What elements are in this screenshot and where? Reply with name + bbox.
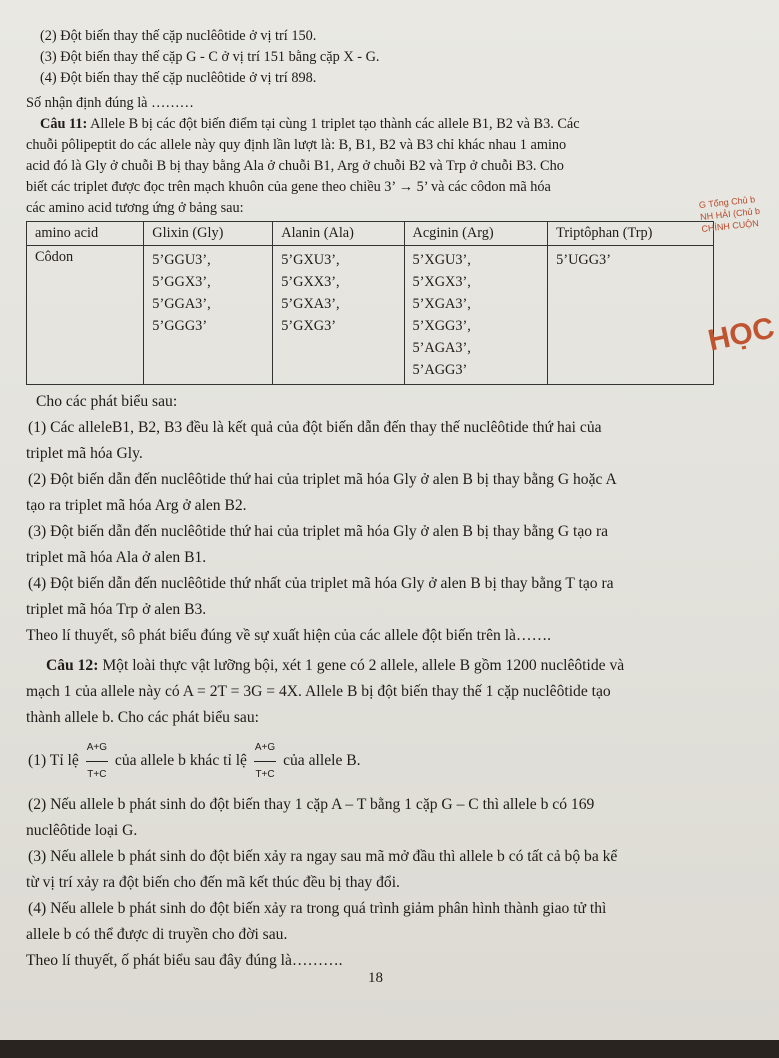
arg-codon: 5’AGG3’ — [412, 362, 468, 378]
gly-codon: 5’GGG3’ — [152, 318, 208, 334]
q12-statement-4: (4) Nếu allele b phát sinh do đột biến xảy ra trong quá trình giảm phân hình thành giao tử thì — [28, 900, 607, 917]
q12-statement-3: (3) Nếu allele b phát sinh do đột biến xảy ra ngay sau mã mở đầu thì allele b có tất cả bộ ba kể — [28, 848, 618, 865]
fraction-ag-tc — [254, 735, 276, 788]
q12-s1-b: của allele b khác tỉ lệ — [114, 752, 247, 770]
q11-intro-4: biết các triplet được đọc trên mạch khuôn của gene theo chiều 3’ → 5’ và các côdon mã hóa — [26, 179, 551, 195]
top-item-2: (2) Đột biến thay thế cặp nuclêôtide ở vị trí 150. — [40, 28, 317, 44]
q12-statement-1 — [26, 735, 731, 788]
arg-codon: 5’XGX3’, — [412, 274, 471, 290]
q11-statement-1-cont: triplet mã hóa Gly. — [26, 445, 143, 462]
arg-codons — [404, 246, 548, 385]
arg-codon: 5’XGU3’, — [412, 252, 471, 268]
fraction-numerator: A+G — [254, 735, 276, 762]
q11-intro-5: các amino acid tương ứng ở bảng sau: — [26, 200, 244, 216]
header-arg: Acginin (Arg) — [404, 222, 548, 246]
ala-codon: 5’GXU3’, — [281, 252, 340, 268]
q12-conclusion: Theo lí thuyết, ố phát biểu sau đây đúng là………. — [26, 952, 343, 969]
top-count: Số nhận định đúng là ……… — [26, 95, 194, 111]
margin-stamp-hoc: HỌC — [705, 311, 778, 358]
gly-codons — [144, 246, 273, 385]
q11-statement-1: (1) Các alleleB1, B2, B3 đều là kết quả của đột biến dẫn đến thay thế nuclêôtide thứ hai của — [28, 419, 602, 436]
q11-intro-1: Allele B bị các đột biến điểm tại cùng 1 triplet tạo thành các allele B1, B2 và B3. Các — [87, 116, 580, 132]
ala-codon: 5’GXG3’ — [281, 318, 337, 334]
q11-conclusion: Theo lí thuyết, sô phát biểu đúng về sự xuất hiện của các allele đột biến trên là……. — [26, 627, 552, 644]
header-ala: Alanin (Ala) — [273, 222, 404, 246]
codon-table-header — [27, 222, 714, 246]
arg-codon: 5’AGA3’, — [412, 340, 471, 356]
q12-statement-3-cont: từ vị trí xảy ra đột biến cho đến mã kết thúc đều bị thay đổi. — [26, 874, 400, 891]
q12-line-1 — [26, 653, 731, 679]
fraction-denominator: T+C — [87, 769, 107, 780]
header-gly: Glixin (Gly) — [144, 222, 273, 246]
q12-label: Câu 12: — [46, 657, 99, 674]
q11-intro-2: chuỗi pôlipeptit do các allele này quy định lần lượt là: B, B1, B2 và B3 chỉ khác nhau 1 amino — [26, 137, 567, 153]
ala-codon: 5’GXX3’, — [281, 274, 340, 290]
ala-codon: 5’GXA3’, — [281, 296, 340, 312]
q11-statement-4: (4) Đột biến dẫn đến nuclêôtide thứ nhất của triplet mã hóa Gly ở alen B bị thay bằng T tạo ra — [28, 575, 614, 592]
q11-statement-2-cont: tạo ra triplet mã hóa Arg ở alen B2. — [26, 497, 247, 514]
q11-statement-2: (2) Đột biến dẫn đến nuclêôtide thứ hai của triplet mã hóa Gly ở alen B bị thay bằng G hoặc A — [28, 471, 617, 488]
ala-codons — [273, 246, 404, 385]
header-trp: Triptôphan (Trp) — [548, 222, 714, 246]
q11-line-1 — [26, 114, 731, 135]
q12-statement-4-cont: allele b có thể được di truyền cho đời sau. — [26, 926, 288, 943]
codon-table-row — [27, 246, 714, 385]
gly-codon: 5’GGU3’, — [152, 252, 211, 268]
q12-statement-2: (2) Nếu allele b phát sinh do đột biến thay 1 cặp A – T bằng 1 cặp G – C thì allele b có 169 — [28, 796, 595, 813]
q11-intro-3: acid đó là Gly ở chuỗi B bị thay bằng Ala ở chuỗi B1, Arg ở chuỗi B2 và Trp ở chuỗi B3. Cho — [26, 158, 564, 174]
q12-text-1: Một loài thực vật lưỡng bội, xét 1 gene có 2 allele, allele B gồm 1200 nuclêôtide và — [98, 657, 625, 674]
top-item-4: (4) Đột biến thay thế cặp nuclêôtide ở vị trí 898. — [40, 70, 317, 86]
q11-statement-3: (3) Đột biến dẫn đến nuclêôtide thứ hai của triplet mã hóa Gly ở alen B bị thay bằng G tạo ra — [28, 523, 609, 540]
codon-table — [26, 221, 714, 385]
header-amino-acid: amino acid — [27, 222, 144, 246]
margin-stamp-line: CHÍNH CUỘN — [700, 218, 760, 235]
q12-s1-c: của allele B. — [283, 752, 361, 770]
page-number: 18 — [368, 970, 383, 986]
q12-s1-a: (1) Tỉ lệ — [28, 752, 79, 770]
q11-statement-3-cont: triplet mã hóa Ala ở alen B1. — [26, 549, 207, 566]
gly-codon: 5’GGA3’, — [152, 296, 211, 312]
q11-statement-4-cont: triplet mã hóa Trp ở alen B3. — [26, 601, 207, 618]
margin-stamp-text — [698, 191, 779, 235]
fraction-ag-tc — [86, 735, 108, 788]
margin-stamp-line: G Tổng Chủ b — [698, 194, 756, 211]
q11-statements-intro: Cho các phát biểu sau: — [36, 393, 178, 410]
q12-line-2: mạch 1 của allele này có A = 2T = 3G = 4X. Allele B bị đột biến thay thế 1 cặp nuclêôtide tạo — [26, 683, 611, 700]
row-label-codon: Côdon — [27, 246, 144, 385]
trp-codon: 5’UGG3’ — [556, 252, 611, 268]
arg-codon: 5’XGG3’, — [412, 318, 471, 334]
margin-stamp-line: NH HẢI (Chủ b — [699, 205, 761, 223]
q12-statement-2-cont: nuclêôtide loại G. — [26, 822, 138, 839]
trp-codons — [548, 246, 714, 385]
top-item-3: (3) Đột biến thay thế cặp G - C ở vị trí 151 bằng cặp X - G. — [40, 49, 380, 65]
arg-codon: 5’XGA3’, — [412, 296, 471, 312]
gly-codon: 5’GGX3’, — [152, 274, 211, 290]
fraction-denominator: T+C — [255, 769, 275, 780]
fraction-numerator: A+G — [86, 735, 108, 762]
q12-line-3: thành allele b. Cho các phát biểu sau: — [26, 709, 259, 726]
q11-label: Câu 11: — [40, 116, 88, 132]
